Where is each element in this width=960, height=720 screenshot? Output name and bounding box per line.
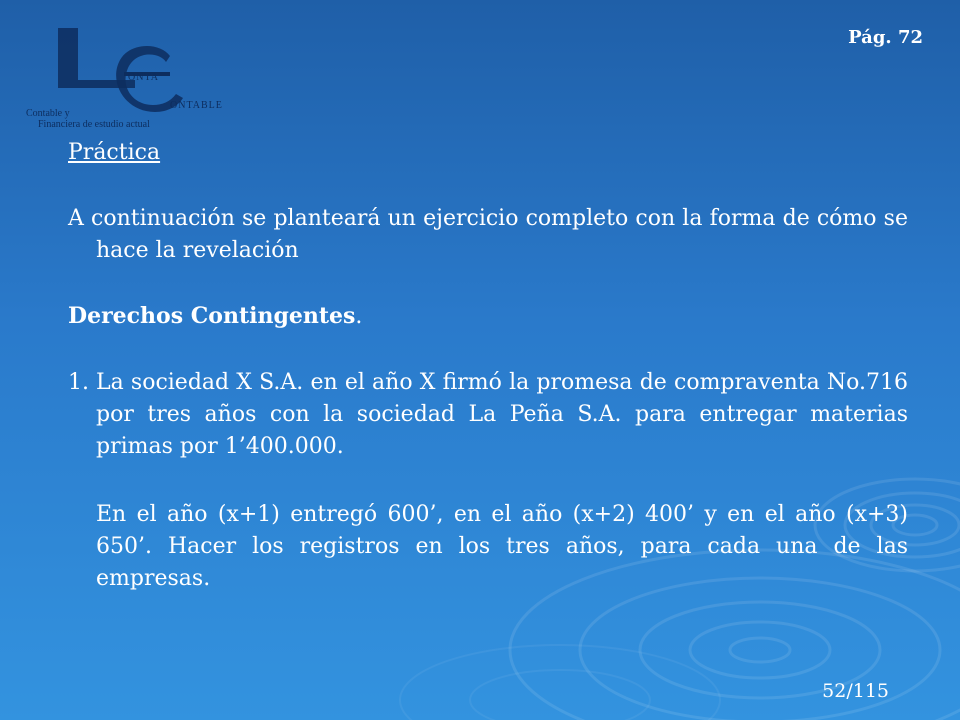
subheading [68, 303, 908, 329]
logo-line-4: Financiera de estudio actual [38, 119, 150, 130]
item-continuation: En el año (x+1) entregó 600’, en el año (x+2) 400’ y en el año (x+3) 650’. Hacer los registros en los tres años, para cada una de las empresas. [96, 502, 908, 591]
intro-paragraph: A continuación se planteará un ejercicio completo con la forma de cómo se hace la revelación [68, 206, 908, 263]
logo-line-2: ONTABLE [170, 100, 223, 111]
section-heading: Práctica [68, 140, 161, 165]
logo [20, 20, 250, 135]
logo-line-3: Contable y [26, 108, 70, 119]
item-text: La sociedad X S.A. en el año X firmó la promesa de compraventa No.716 por tres años con la sociedad La Peña S.A. para entregar materias primas por 1’400.000. [96, 370, 908, 459]
subheading-bold: Derechos Contingentes [68, 303, 356, 329]
subheading-suffix: . [355, 304, 363, 329]
numbered-item-1 [68, 367, 908, 463]
item-number: 1. [68, 370, 89, 395]
page-reference: Pág. 72 [848, 27, 923, 48]
logo-line-1: ONTA [128, 72, 159, 83]
slide-content [68, 140, 908, 595]
slide-number: 52/115 [822, 680, 889, 702]
